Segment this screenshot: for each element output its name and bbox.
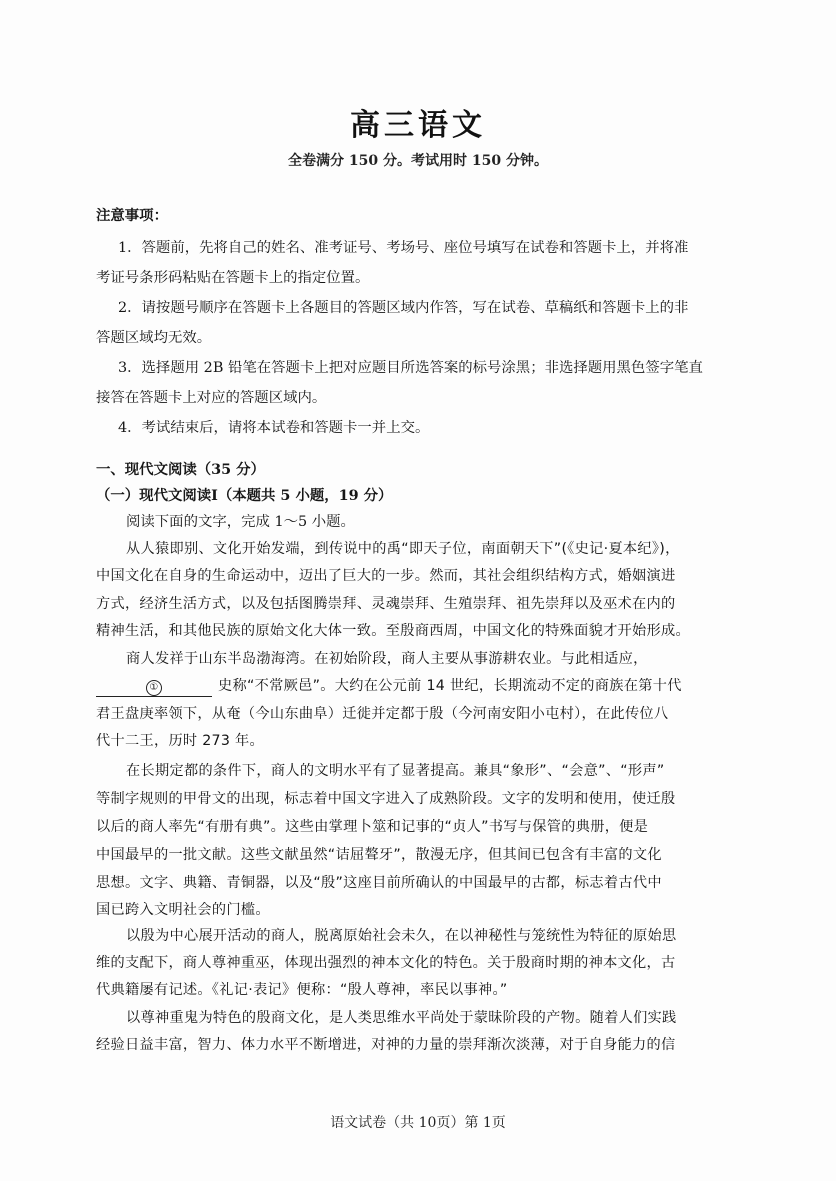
passage-line: 代十二王，历时 273 年。	[96, 733, 264, 749]
notice-line: 4．考试结束后，请将本试卷和答题卡一并上交。	[118, 420, 430, 436]
passage-line: 经验日益丰富，智力、体力水平不断增进，对神的力量的崇拜渐次淡薄，对于自身能力的信	[96, 1037, 676, 1053]
passage-line: 君王盘庚率领下，从奄（今山东曲阜）迁徙并定都于殷（今河南安阳小屯村），在此传位八	[96, 706, 669, 722]
section-subheading: （一）现代文阅读Ⅰ（本题共 5 小题，19 分）	[96, 487, 393, 504]
passage-line: 从人猿即别、文化开始发端，到传说中的禹“即天子位，南面朝天下”(《史记·夏本纪》)，	[126, 541, 680, 557]
passage-text: 史称“不常厥邑”。大约在公元前 14 世纪，长期流动不定的商族在第十代	[218, 678, 682, 694]
notice-line: 3．选择题用 2B 铅笔在答题卡上把对应题目所选答案的标号涂黑；非选择题用黑色签字笔直	[118, 360, 703, 376]
fill-blank	[96, 678, 212, 697]
passage-line: 中国最早的一批文献。这些文献虽然“诘屈聱牙”，散漫无序，但其间已包含有丰富的文化	[96, 847, 662, 863]
notice-line: 考证号条形码粘贴在答题卡上的指定位置。	[96, 270, 370, 286]
notice-heading: 注意事项：	[96, 207, 168, 224]
passage-line: 中国文化在自身的生命运动中，迈出了巨大的一步。然而，其社会组织结构方式，婚姻演进	[96, 568, 676, 584]
notice-line: 接答在答题卡上对应的答题区域内。	[96, 390, 327, 406]
passage-line: 以后的商人率先“有册有典”。这些由掌理卜筮和记事的“贞人”书写与保管的典册，便是	[96, 819, 649, 835]
passage-line: 代典籍屡有记述。《礼记·表记》便称：“殷人尊神，率民以事神。”	[96, 982, 508, 998]
passage-line: 方式，经济生活方式，以及包括图腾崇拜、灵魂崇拜、生殖崇拜、祖先崇拜以及巫术在内的	[96, 596, 676, 612]
passage-line: 商人发祥于山东半岛渤海湾。在初始阶段，商人主要从事游耕农业。与此相适应，	[126, 651, 648, 667]
passage-line: 等制字规则的甲骨文的出现，标志着中国文字进入了成熟阶段。文字的发明和使用，使迁殷	[96, 791, 676, 807]
passage-line-with-blank	[96, 676, 746, 697]
passage-line: 精神生活，和其他民族的原始文化大体一致。至殷商西周，中国文化的特殊面貌才开始形成。	[96, 623, 690, 639]
passage-line: 思想。文字、典籍、青铜器，以及“殷”这座目前所确认的中国最早的古都，标志着古代中	[96, 875, 662, 891]
notice-line: 答题区域均无效。	[96, 330, 212, 346]
exam-info: 全卷满分 150 分。考试用时 150 分钟。	[288, 153, 548, 169]
page-footer: 语文试卷（共 10页）第 1页	[330, 1115, 506, 1131]
passage-line: 国已跨入文明社会的门槛。	[96, 902, 270, 918]
passage-line: 以殷为中心展开活动的商人，脱离原始社会未久，在以神秘性与笼统性为特征的原始思	[126, 928, 677, 944]
passage-line: 在长期定都的条件下，商人的文明水平有了显著提高。兼具“象形”、“会意”、“形声”	[126, 763, 665, 779]
passage-line: 以尊神重鬼为特色的殷商文化，是人类思维水平尚处于蒙昧阶段的产物。随着人们实践	[126, 1010, 677, 1026]
blank-number: ①	[146, 680, 162, 696]
notice-line: 2．请按题号顺序在答题卡上各题目的答题区域内作答，写在试卷、草稿纸和答题卡上的非	[118, 300, 689, 316]
reading-instruction: 阅读下面的文字，完成 1～5 小题。	[126, 514, 355, 530]
section-heading: 一、现代文阅读（35 分）	[96, 461, 265, 478]
passage-line: 维的支配下，商人尊神重巫，体现出强烈的神本文化的特色。关于殷商时期的神本文化，古	[96, 955, 676, 971]
notice-line: 1．答题前，先将自己的姓名、准考证号、考场号、座位号填写在试卷和答题卡上，并将准	[118, 240, 689, 256]
page-title: 高三语文	[350, 108, 486, 143]
